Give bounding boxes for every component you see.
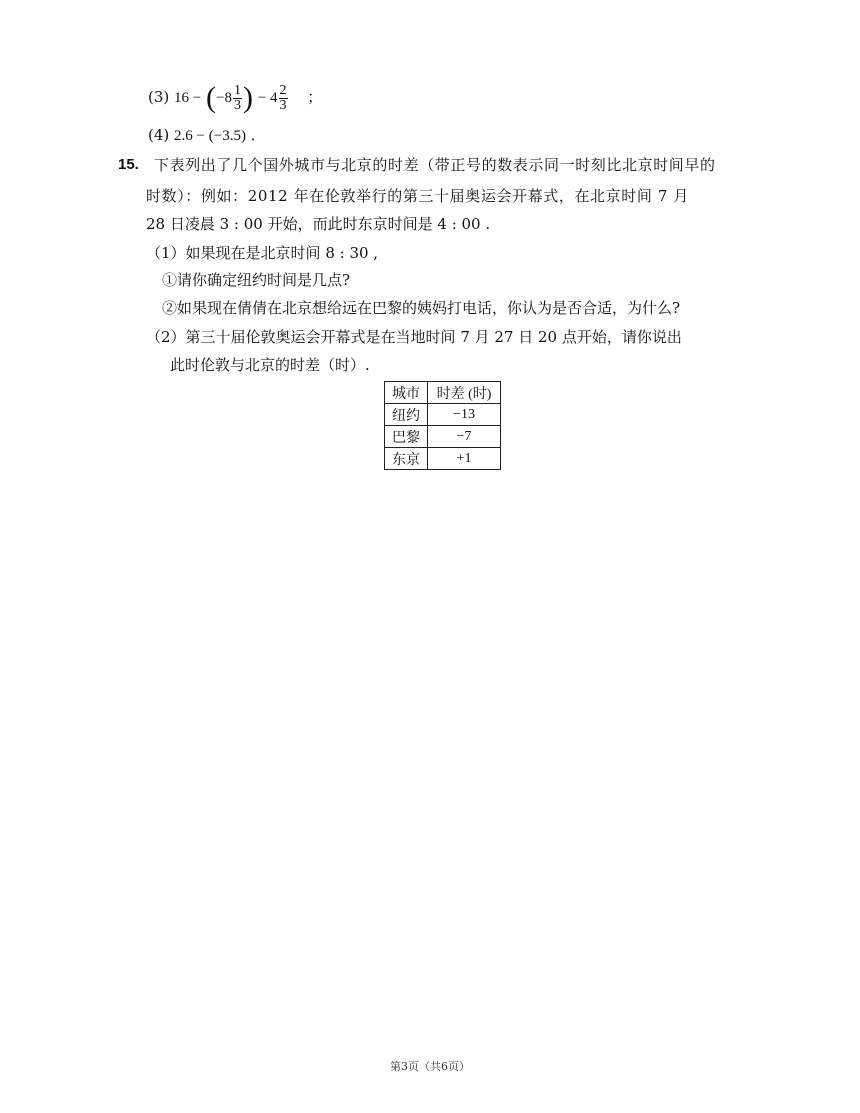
fraction-2: $\frac{2}{3}$ <box>279 82 287 113</box>
item-3-lead: 16 − <box>174 90 202 106</box>
item-3-end: ； <box>307 88 323 106</box>
time-difference-table <box>384 381 501 470</box>
question-text-line-1: 下表列出了几个国外城市与北京的时差（带正号的数表示同一时刻比北京时间早的 <box>154 156 716 174</box>
table-row <box>385 404 501 426</box>
table-cell-city: 巴黎 <box>385 426 428 448</box>
question-text-line-2: 时数）：例如：2012 年在伦敦举行的第三十届奥运会开幕式，在北京时间 7 月 <box>146 187 689 205</box>
question-text-line-3: 28 日凌晨 3 : 00 开始，而此时东京时间是 4 : 00 . <box>146 215 491 233</box>
table-cell-diff: −13 <box>428 404 501 426</box>
item-4-label: (4) <box>148 126 170 144</box>
table-header-diff: 时差 (时) <box>428 382 501 404</box>
table-cell-diff: −7 <box>428 426 501 448</box>
table-header-row <box>385 382 501 404</box>
item-4-end: ． <box>250 126 266 144</box>
mixed-number-whole: −8 <box>216 90 232 106</box>
table-cell-diff: +1 <box>428 448 501 470</box>
item-4-expr: 2.6 − (−3.5) <box>174 128 246 144</box>
sub-question-1-a: ①请你确定纽约时间是几点? <box>162 271 351 289</box>
sub-question-2-line-1: （2）第三十届伦敦奥运会开幕式是在当地时间 7 月 27 日 20 点开始，请你说出 <box>146 328 682 346</box>
table-header-city: 城市 <box>385 382 428 404</box>
item-3-label: (3) <box>148 88 170 106</box>
sub-question-1: （1）如果现在是北京时间 8 : 30 , <box>146 244 379 262</box>
item-3: (3) 16 − (−8 $\frac{1}{3}$ ) − 4 $\frac{2}{3}$ ； <box>148 81 323 114</box>
table-row <box>385 426 501 448</box>
table-cell-city: 纽约 <box>385 404 428 426</box>
table-row <box>385 448 501 470</box>
fraction-1: $\frac{1}{3}$ <box>234 82 241 113</box>
sub-question-1-b: ②如果现在倩倩在北京想给远在巴黎的姨妈打电话，你认为是否合适，为什么? <box>162 299 681 317</box>
page-footer: 第3页（共6页） <box>390 1060 470 1073</box>
table-cell-city: 东京 <box>385 448 428 470</box>
item-3-minus: − 4 <box>257 90 278 106</box>
question-number: 15. <box>118 156 139 173</box>
item-4 <box>148 125 266 146</box>
sub-question-2-line-2: 此时伦敦与北京的时差（时）. <box>170 356 370 374</box>
